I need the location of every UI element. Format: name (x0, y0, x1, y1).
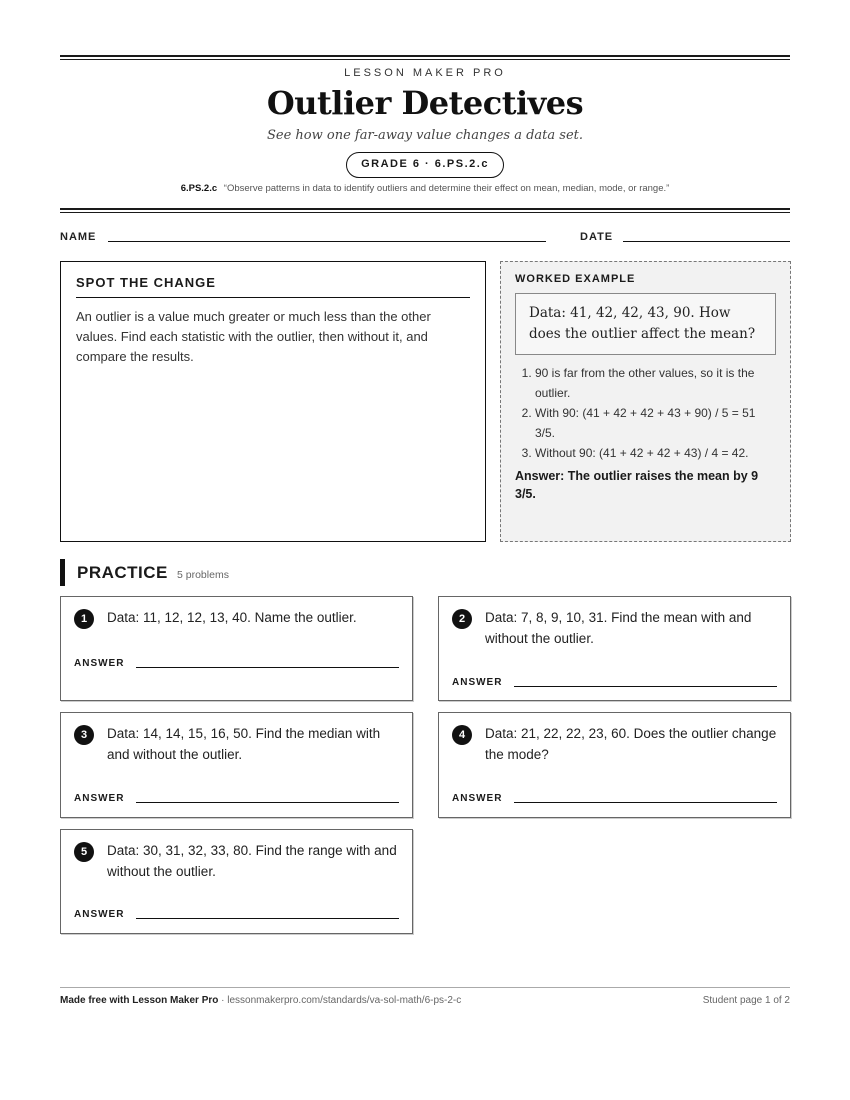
answer-field[interactable] (136, 802, 399, 803)
practice-accent-bar (60, 559, 65, 586)
problem-text: Data: 7, 8, 9, 10, 31. Find the mean with and without the outlier. (485, 610, 752, 646)
worked-example-box (500, 261, 791, 542)
answer-label: ANSWER (452, 793, 503, 804)
problem-text: Data: 11, 12, 12, 13, 40. Name the outlier. (107, 610, 357, 625)
worked-step: 3. Without 90: (41 + 42 + 42 + 43) / 4 = 42. (535, 443, 776, 463)
problem-card-1 (60, 596, 413, 701)
problem-text: Data: 14, 14, 15, 16, 50. Find the median with and without the outlier. (107, 726, 381, 762)
answer-label: ANSWER (74, 658, 125, 669)
grade-badge: GRADE 6 · 6.PS.2.c (346, 152, 504, 178)
problem-card-4 (438, 712, 791, 818)
standard-line (0, 183, 850, 194)
answer-field[interactable] (514, 686, 777, 687)
problem-text: Data: 21, 22, 22, 23, 60. Does the outlier change the mode? (485, 726, 777, 762)
problem-number: 5 (74, 842, 94, 862)
problem-number: 1 (74, 609, 94, 629)
spot-the-change-box (60, 261, 486, 542)
problem-card-5 (60, 829, 413, 934)
practice-count: 5 problems (177, 569, 229, 581)
answer-label: ANSWER (74, 909, 125, 920)
answer-label: ANSWER (452, 677, 503, 688)
name-label: NAME (60, 231, 97, 243)
problem-number: 2 (452, 609, 472, 629)
spot-heading: SPOT THE CHANGE (76, 275, 470, 298)
answer-label: ANSWER (74, 793, 125, 804)
footer-made-with: Made free with Lesson Maker Pro (60, 995, 219, 1006)
footer-url[interactable]: · lessonmakerpro.com/standards/va-sol-math/6-ps-2-c (218, 995, 462, 1006)
standard-text: “Observe patterns in data to identify outliers and determine their effect on mean, median, mode, or range.” (223, 183, 670, 194)
answer-field[interactable] (136, 918, 399, 919)
name-field[interactable] (108, 241, 546, 242)
date-field[interactable] (623, 241, 790, 242)
problem-number: 3 (74, 725, 94, 745)
date-label: DATE (580, 231, 614, 243)
practice-title: PRACTICE (77, 563, 168, 582)
worked-step: 1. 90 is far from the other values, so it is the outlier. (535, 363, 776, 403)
answer-field[interactable] (514, 802, 777, 803)
footer-credit (60, 995, 461, 1006)
answer-field[interactable] (136, 667, 399, 668)
problem-number: 4 (452, 725, 472, 745)
spot-text: An outlier is a value much greater or much less than the other values. Find each statistic with the outlier, then without it, and compare the results. (76, 309, 431, 364)
footer-rule (60, 987, 790, 988)
problem-text: Data: 30, 31, 32, 33, 80. Find the range with and without the outlier. (107, 843, 397, 879)
worked-question: Data: 41, 42, 42, 43, 90. How does the outlier affect the mean? (515, 293, 776, 355)
page-subtitle: See how one far-away value changes a data set. (266, 128, 583, 143)
problem-card-2 (438, 596, 791, 701)
standard-code: 6.PS.2.c (180, 183, 218, 194)
worked-answer: Answer: The outlier raises the mean by 9 3/5. (515, 469, 759, 501)
footer-page-number: Student page 1 of 2 (702, 995, 790, 1006)
problem-card-3 (60, 712, 413, 818)
top-double-rule (60, 55, 790, 60)
brand-label: LESSON MAKER PRO (344, 67, 506, 79)
worked-heading: WORKED EXAMPLE (515, 273, 636, 285)
page-title: Outlier Detectives (266, 84, 584, 122)
worked-step: 2. With 90: (41 + 42 + 42 + 43 + 90) / 5 = 51 3/5. (535, 403, 776, 443)
header-bottom-rule (60, 208, 790, 213)
worked-steps (515, 363, 776, 463)
